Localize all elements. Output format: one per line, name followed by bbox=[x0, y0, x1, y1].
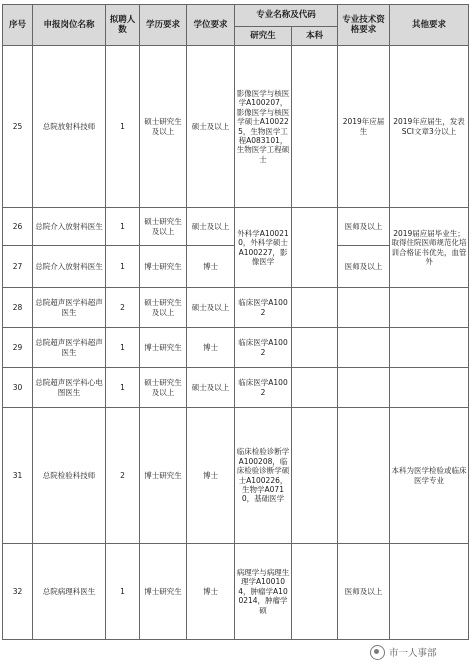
title-requirement-cell bbox=[338, 328, 390, 368]
header-other-requirement: 其他要求 bbox=[390, 5, 469, 46]
graduate-major-cell: 临床检验诊断学A100208，临床检验诊断学硕士A100226，生物学A0710，基础医学 bbox=[235, 408, 292, 544]
education-cell: 博士研究生 bbox=[140, 544, 187, 640]
graduate-major-cell: 临床医学A1002 bbox=[235, 288, 292, 328]
table-row bbox=[3, 288, 469, 328]
other-requirement-cell bbox=[390, 368, 469, 408]
table-row bbox=[3, 544, 469, 640]
count-cell: 1 bbox=[106, 208, 140, 246]
other-requirement-cell bbox=[390, 288, 469, 328]
title-requirement-cell bbox=[338, 408, 390, 544]
undergrad-major-cell bbox=[292, 288, 338, 328]
post-cell: 总院放射科技师 bbox=[33, 46, 106, 208]
recruitment-table bbox=[2, 4, 469, 640]
graduate-major-cell: 病理学与病理生理学A100104，肿瘤学A100214，肿瘤学硕 bbox=[235, 544, 292, 640]
graduate-major-cell: 临床医学A1002 bbox=[235, 368, 292, 408]
table-row bbox=[3, 368, 469, 408]
seq-cell: 27 bbox=[3, 246, 33, 288]
count-cell: 1 bbox=[106, 46, 140, 208]
title-requirement-cell: 医师及以上 bbox=[338, 208, 390, 246]
seq-cell: 28 bbox=[3, 288, 33, 328]
title-requirement-cell bbox=[338, 288, 390, 328]
seq-cell: 30 bbox=[3, 368, 33, 408]
count-cell: 1 bbox=[106, 368, 140, 408]
undergrad-major-cell bbox=[292, 328, 338, 368]
chat-bubble-icon bbox=[370, 645, 385, 660]
watermark-text: 市一人事部 bbox=[389, 648, 437, 659]
count-cell: 2 bbox=[106, 288, 140, 328]
post-cell: 总院检验科技师 bbox=[33, 408, 106, 544]
graduate-major-cell: 临床医学A1002 bbox=[235, 328, 292, 368]
post-cell: 总院超声医学科超声医生 bbox=[33, 288, 106, 328]
seq-cell: 26 bbox=[3, 208, 33, 246]
seq-cell: 29 bbox=[3, 328, 33, 368]
seq-cell: 31 bbox=[3, 408, 33, 544]
undergrad-major-cell bbox=[292, 544, 338, 640]
degree-cell: 硕士及以上 bbox=[187, 46, 235, 208]
education-cell: 博士研究生 bbox=[140, 246, 187, 288]
table-row bbox=[3, 208, 469, 246]
count-cell: 1 bbox=[106, 328, 140, 368]
education-cell: 硕士研究生及以上 bbox=[140, 368, 187, 408]
undergrad-major-cell bbox=[292, 368, 338, 408]
degree-cell: 博士 bbox=[187, 544, 235, 640]
education-cell: 博士研究生 bbox=[140, 408, 187, 544]
other-requirement-cell bbox=[390, 328, 469, 368]
other-requirement-cell bbox=[390, 544, 469, 640]
header-post: 申报岗位名称 bbox=[33, 5, 106, 46]
count-cell: 2 bbox=[106, 408, 140, 544]
header-education: 学历要求 bbox=[140, 5, 187, 46]
table-row bbox=[3, 328, 469, 368]
count-cell: 1 bbox=[106, 246, 140, 288]
title-requirement-cell: 医师及以上 bbox=[338, 246, 390, 288]
count-cell: 1 bbox=[106, 544, 140, 640]
header-title-requirement: 专业技术资格要求 bbox=[338, 5, 390, 46]
education-cell: 硕士研究生及以上 bbox=[140, 208, 187, 246]
table-row bbox=[3, 46, 469, 208]
graduate-major-cell: 外科学A100210，外科学硕士A100227，影像医学 bbox=[235, 208, 292, 288]
education-cell: 硕士研究生及以上 bbox=[140, 46, 187, 208]
header-graduate: 研究生 bbox=[235, 27, 292, 46]
header-major-group: 专业名称及代码 bbox=[235, 5, 338, 27]
title-requirement-cell bbox=[338, 368, 390, 408]
table-row bbox=[3, 408, 469, 544]
degree-cell: 博士 bbox=[187, 328, 235, 368]
degree-cell: 硕士及以上 bbox=[187, 368, 235, 408]
post-cell: 总院介入放射科医生 bbox=[33, 246, 106, 288]
header-undergraduate: 本科 bbox=[292, 27, 338, 46]
post-cell: 总院超声医学科心电图医生 bbox=[33, 368, 106, 408]
education-cell: 博士研究生 bbox=[140, 328, 187, 368]
other-requirement-cell: 本科为医学检验或临床医学专业 bbox=[390, 408, 469, 544]
header-seq: 序号 bbox=[3, 5, 33, 46]
undergrad-major-cell bbox=[292, 408, 338, 544]
header-degree: 学位要求 bbox=[187, 5, 235, 46]
watermark bbox=[370, 641, 466, 663]
degree-cell: 博士 bbox=[187, 408, 235, 544]
title-requirement-cell: 2019年应届生 bbox=[338, 46, 390, 208]
post-cell: 总院超声医学科超声医生 bbox=[33, 328, 106, 368]
header-count: 拟聘人数 bbox=[106, 5, 140, 46]
degree-cell: 博士 bbox=[187, 246, 235, 288]
graduate-major-cell: 影像医学与核医学A100207，影像医学与核医学硕士A100225，生物医学工程A083101，生物医学工程硕士 bbox=[235, 46, 292, 208]
other-requirement-cell: 2019届应届毕业生；取得住院医师规范化培训合格证书优先，血管外 bbox=[390, 208, 469, 288]
degree-cell: 硕士及以上 bbox=[187, 208, 235, 246]
seq-cell: 25 bbox=[3, 46, 33, 208]
other-requirement-cell: 2019年应届生，发表SCI文章3分以上 bbox=[390, 46, 469, 208]
education-cell: 硕士研究生及以上 bbox=[140, 288, 187, 328]
undergrad-major-cell bbox=[292, 46, 338, 208]
undergrad-major-cell bbox=[292, 208, 338, 288]
seq-cell: 32 bbox=[3, 544, 33, 640]
title-requirement-cell: 医师及以上 bbox=[338, 544, 390, 640]
degree-cell: 硕士及以上 bbox=[187, 288, 235, 328]
post-cell: 总院介入放射科医生 bbox=[33, 208, 106, 246]
post-cell: 总院病理科医生 bbox=[33, 544, 106, 640]
